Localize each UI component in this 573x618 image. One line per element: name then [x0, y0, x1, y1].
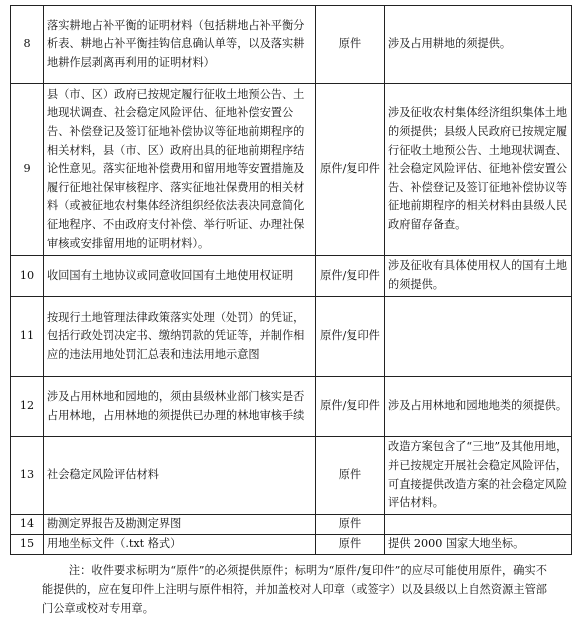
footnote: 注：收件要求标明为“原件”的必须提供原件；标明为“原件/复印件”的应尽可能使用原件，确实不能提供的，应在复印件上注明与原件相符，并加盖校对人印章（或签字）以及县级以上自然资源主管部门公章或校对专用章。	[42, 564, 547, 615]
material-cell: 收回国有土地协议或同意收回国有土地使用权证明	[44, 256, 316, 297]
note-cell: 涉及占用耕地的须提供。	[385, 6, 572, 84]
row-number: 12	[11, 377, 44, 437]
form-cell: 原件/复印件	[316, 84, 385, 256]
form-cell: 原件	[316, 437, 385, 515]
row-number: 10	[11, 256, 44, 297]
form-cell: 原件	[316, 6, 385, 84]
form-cell: 原件	[316, 515, 385, 535]
material-cell: 落实耕地占补平衡的证明材料（包括耕地占补平衡分析表、耕地占补平衡挂钩信息确认单等，以及落实耕地耕作层剥离再利用的证明材料）	[44, 6, 316, 84]
row-number: 15	[11, 535, 44, 555]
form-cell: 原件	[316, 535, 385, 555]
material-cell: 勘测定界报告及勘测定界图	[44, 515, 316, 535]
row-number: 8	[11, 6, 44, 84]
row-number: 11	[11, 297, 44, 377]
table-row	[11, 377, 572, 437]
material-cell: 按现行土地管理法律政策落实处理（处罚）的凭证，包括行政处罚决定书、缴纳罚款的凭证等，并制作相应的违法用地处罚汇总表和违法用地示意图	[44, 297, 316, 377]
table-row	[11, 6, 572, 84]
material-cell: 县（市、区）政府已按规定履行征收土地预公告、土地现状调查、社会稳定风险评估、征地补偿安置公告、补偿登记及签订征地补偿协议等征地前期程序的相关材料，县（市、区）政府出具的征地前期程序结论性意见。落实征地补偿费用和留用地等安置措施及履行征地社保审核程序、落实征地社保费用的相关材料（或被征地农村集体经济组织经依法表决同意简化征地程序、不由政府支付补偿、举行听证、办理社保审核或安排留用地的证明材料）。	[44, 84, 316, 256]
material-cell: 用地坐标文件（.txt 格式）	[44, 535, 316, 555]
form-cell: 原件/复印件	[316, 297, 385, 377]
form-cell: 原件/复印件	[316, 377, 385, 437]
form-cell: 原件/复印件	[316, 256, 385, 297]
document-page	[10, 5, 568, 618]
materials-table	[10, 5, 572, 555]
table-row	[11, 84, 572, 256]
row-number: 13	[11, 437, 44, 515]
table-row	[11, 256, 572, 297]
table-row	[11, 515, 572, 535]
note-cell: 涉及征收有具体使用权人的国有土地的须提供。	[385, 256, 572, 297]
note-cell: 涉及占用林地和园地地类的须提供。	[385, 377, 572, 437]
table-row	[11, 297, 572, 377]
material-cell: 涉及占用林地和园地的，须由县级林业部门核实是否占用林地，占用林地的须提供已办理的林地审核手续	[44, 377, 316, 437]
note-cell	[385, 515, 572, 535]
row-number: 9	[11, 84, 44, 256]
material-cell: 社会稳定风险评估材料	[44, 437, 316, 515]
note-cell	[385, 297, 572, 377]
note-cell: 提供 2000 国家大地坐标。	[385, 535, 572, 555]
row-number: 14	[11, 515, 44, 535]
table-row	[11, 535, 572, 555]
note-cell: 涉及征收农村集体经济组织集体土地的须提供；县级人民政府已按规定履行征收土地预公告、土地现状调查、社会稳定风险评估、征地补偿安置公告、补偿登记及签订征地补偿协议等征地前期程序的相关材料由县级人民政府留存备查。	[385, 84, 572, 256]
table-row	[11, 437, 572, 515]
note-cell: 改造方案包含了“三地”及其他用地，并已按规定开展社会稳定风险评估，可直接提供改造方案的社会稳定风险评估材料。	[385, 437, 572, 515]
